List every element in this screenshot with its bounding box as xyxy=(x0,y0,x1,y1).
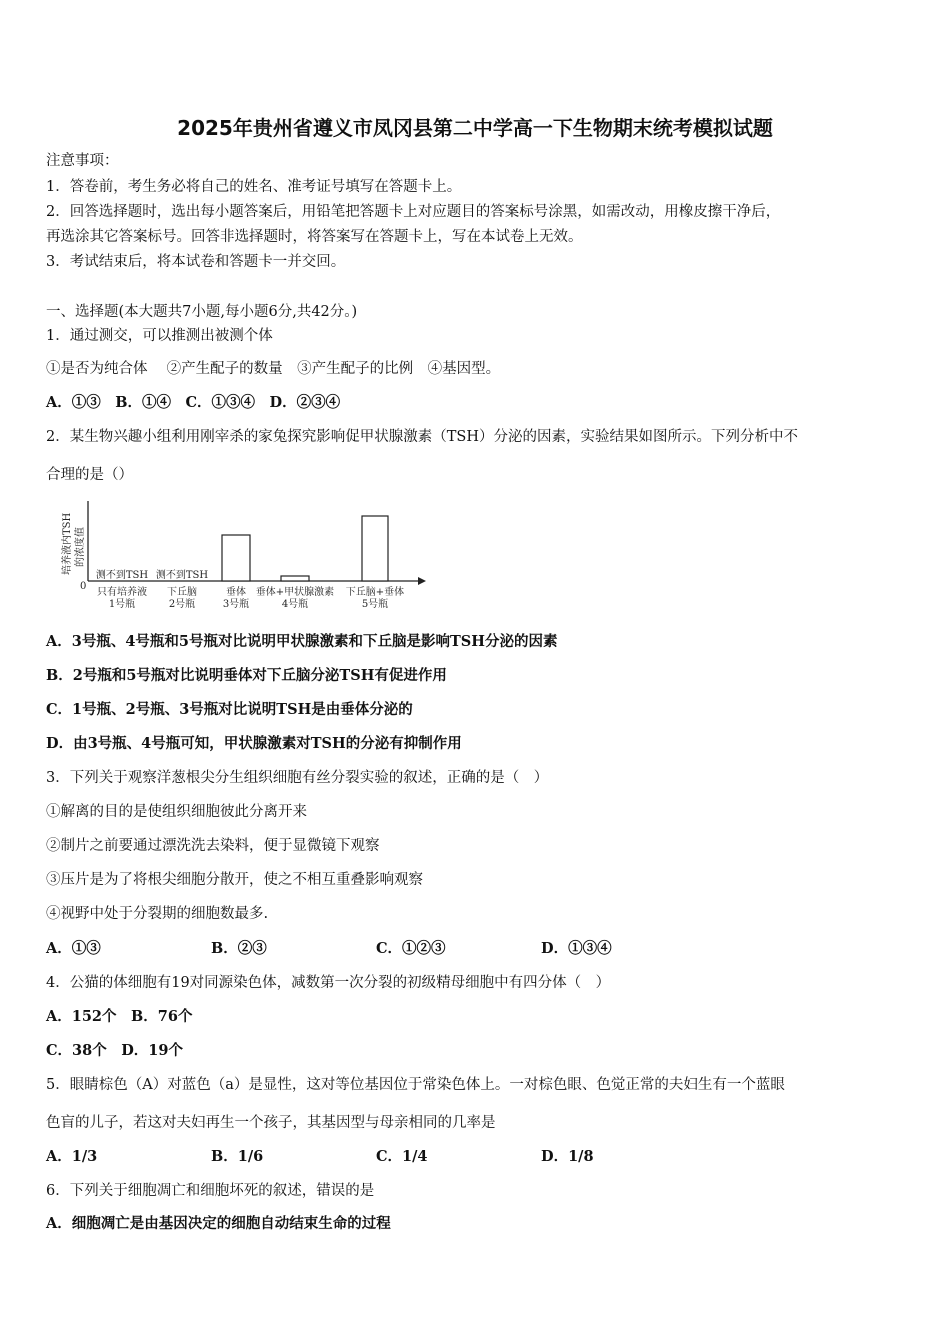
bar-4 xyxy=(281,576,309,581)
notice-item-3: 3．考试结束后，将本试卷和答题卡一并交回。 xyxy=(46,254,346,270)
category-label-4: 垂体+甲状腺激素 xyxy=(255,587,335,598)
q2-option-c: C．1号瓶、2号瓶、3号瓶对比说明TSH是由垂体分泌的 xyxy=(46,701,413,718)
bar-note-2: 测不到TSH xyxy=(155,570,209,581)
category-label-2: 下丘脑 xyxy=(167,587,197,598)
q4-options-line2: C．38个 D．19个 xyxy=(46,1042,183,1059)
category-label-1: 只有培养液 xyxy=(97,587,147,598)
chart-ylabel-line1: 培养液内TSH xyxy=(62,512,73,575)
q1-options: A．①③ B．①④ C．①③④ D．②③④ xyxy=(46,394,341,411)
bottle-label-5: 5号瓶 xyxy=(361,599,389,610)
notice-item-2-cont: 再选涂其它答案标号。回答非选择题时，将答案写在答题卡上，写在本试卷上无效。 xyxy=(46,229,583,245)
q6-option-a: A．细胞凋亡是由基因决定的细胞自动结束生命的过程 xyxy=(46,1215,391,1232)
notice-heading: 注意事项： xyxy=(46,153,119,169)
q3-option-d: D．①③④ xyxy=(541,940,612,957)
q6-stem: 6．下列关于细胞凋亡和细胞坏死的叙述，错误的是 xyxy=(46,1183,375,1199)
q2-stem-line2: 合理的是（） xyxy=(46,467,133,483)
bottle-label-4: 4号瓶 xyxy=(281,599,309,610)
q4-stem: 4．公猫的体细胞有19对同源染色体，减数第一次分裂的初级精母细胞中有四分体（ ） xyxy=(46,975,611,991)
bottle-label-3: 3号瓶 xyxy=(222,599,250,610)
q1-items: ①是否为纯合体 ②产生配子的数量 ③产生配子的比例 ④基因型。 xyxy=(46,361,501,377)
section-heading: 一、选择题(本大题共7小题,每小题6分,共42分。) xyxy=(46,304,358,320)
q5-option-d: D．1/8 xyxy=(541,1148,594,1165)
bar-note-1: 测不到TSH xyxy=(95,570,149,581)
q3-item-1: ①解离的目的是使组织细胞彼此分离开来 xyxy=(46,804,307,820)
q2-stem-line1: 2．某生物兴趣小组利用刚宰杀的家兔探究影响促甲状腺激素（TSH）分泌的因素，实验结果如图所示。下列分析中不 xyxy=(46,429,798,445)
q5-option-a: A．1/3 xyxy=(46,1148,98,1165)
notice-item-2: 2．回答选择题时，选出每小题答案后，用铅笔把答题卡上对应题目的答案标号涂黑，如需改动，用橡皮擦干净后， xyxy=(46,204,781,220)
q3-item-4: ④视野中处于分裂期的细胞数最多. xyxy=(46,906,269,922)
q5-stem-line2: 色盲的儿子，若这对夫妇再生一个孩子，其基因型与母亲相同的几率是 xyxy=(46,1115,496,1131)
page-title: 2025年贵州省遵义市凤冈县第二中学高一下生物期末统考模拟试题 xyxy=(177,116,773,140)
chart-origin: 0 xyxy=(80,581,87,592)
q4-options-line1: A．152个 B．76个 xyxy=(46,1008,193,1025)
bar-3 xyxy=(222,535,250,581)
bottle-label-2: 2号瓶 xyxy=(168,599,196,610)
q5-stem-line1: 5．眼睛棕色（A）对蓝色（a）是显性，这对等位基因位于常染色体上。一对棕色眼、色觉正常的夫妇生有一个蓝眼 xyxy=(46,1077,785,1093)
q3-option-b: B．②③ xyxy=(211,940,267,957)
tsh-bar-chart xyxy=(46,495,426,625)
notice-item-1: 1．答卷前，考生务必将自己的姓名、准考证号填写在答题卡上。 xyxy=(46,179,462,195)
q2-option-a: A．3号瓶、4号瓶和5号瓶对比说明甲状腺激素和下丘脑是影响TSH分泌的因素 xyxy=(46,633,558,650)
q3-stem: 3．下列关于观察洋葱根尖分生组织细胞有丝分裂实验的叙述，正确的是（ ） xyxy=(46,770,549,786)
q2-option-d: D．由3号瓶、4号瓶可知，甲状腺激素对TSH的分泌有抑制作用 xyxy=(46,735,462,752)
q5-option-c: C．1/4 xyxy=(376,1148,428,1165)
q3-item-3: ③压片是为了将根尖细胞分散开，使之不相互重叠影响观察 xyxy=(46,872,423,888)
bar-5 xyxy=(362,516,388,581)
q3-item-2: ②制片之前要通过漂洗洗去染料，便于显微镜下观察 xyxy=(46,838,380,854)
q1-stem: 1．通过测交，可以推测出被测个体 xyxy=(46,328,273,344)
category-label-5: 下丘脑+垂体 xyxy=(345,587,405,598)
q5-option-b: B．1/6 xyxy=(211,1148,264,1165)
q2-option-b: B．2号瓶和5号瓶对比说明垂体对下丘脑分泌TSH有促进作用 xyxy=(46,667,447,684)
q3-option-c: C．①②③ xyxy=(376,940,446,957)
bottle-label-1: 1号瓶 xyxy=(108,599,136,610)
q3-option-a: A．①③ xyxy=(46,940,101,957)
x-axis-arrow xyxy=(418,577,426,585)
category-label-3: 垂体 xyxy=(226,587,246,598)
chart-ylabel-line2: 的浓度值 xyxy=(75,527,86,567)
